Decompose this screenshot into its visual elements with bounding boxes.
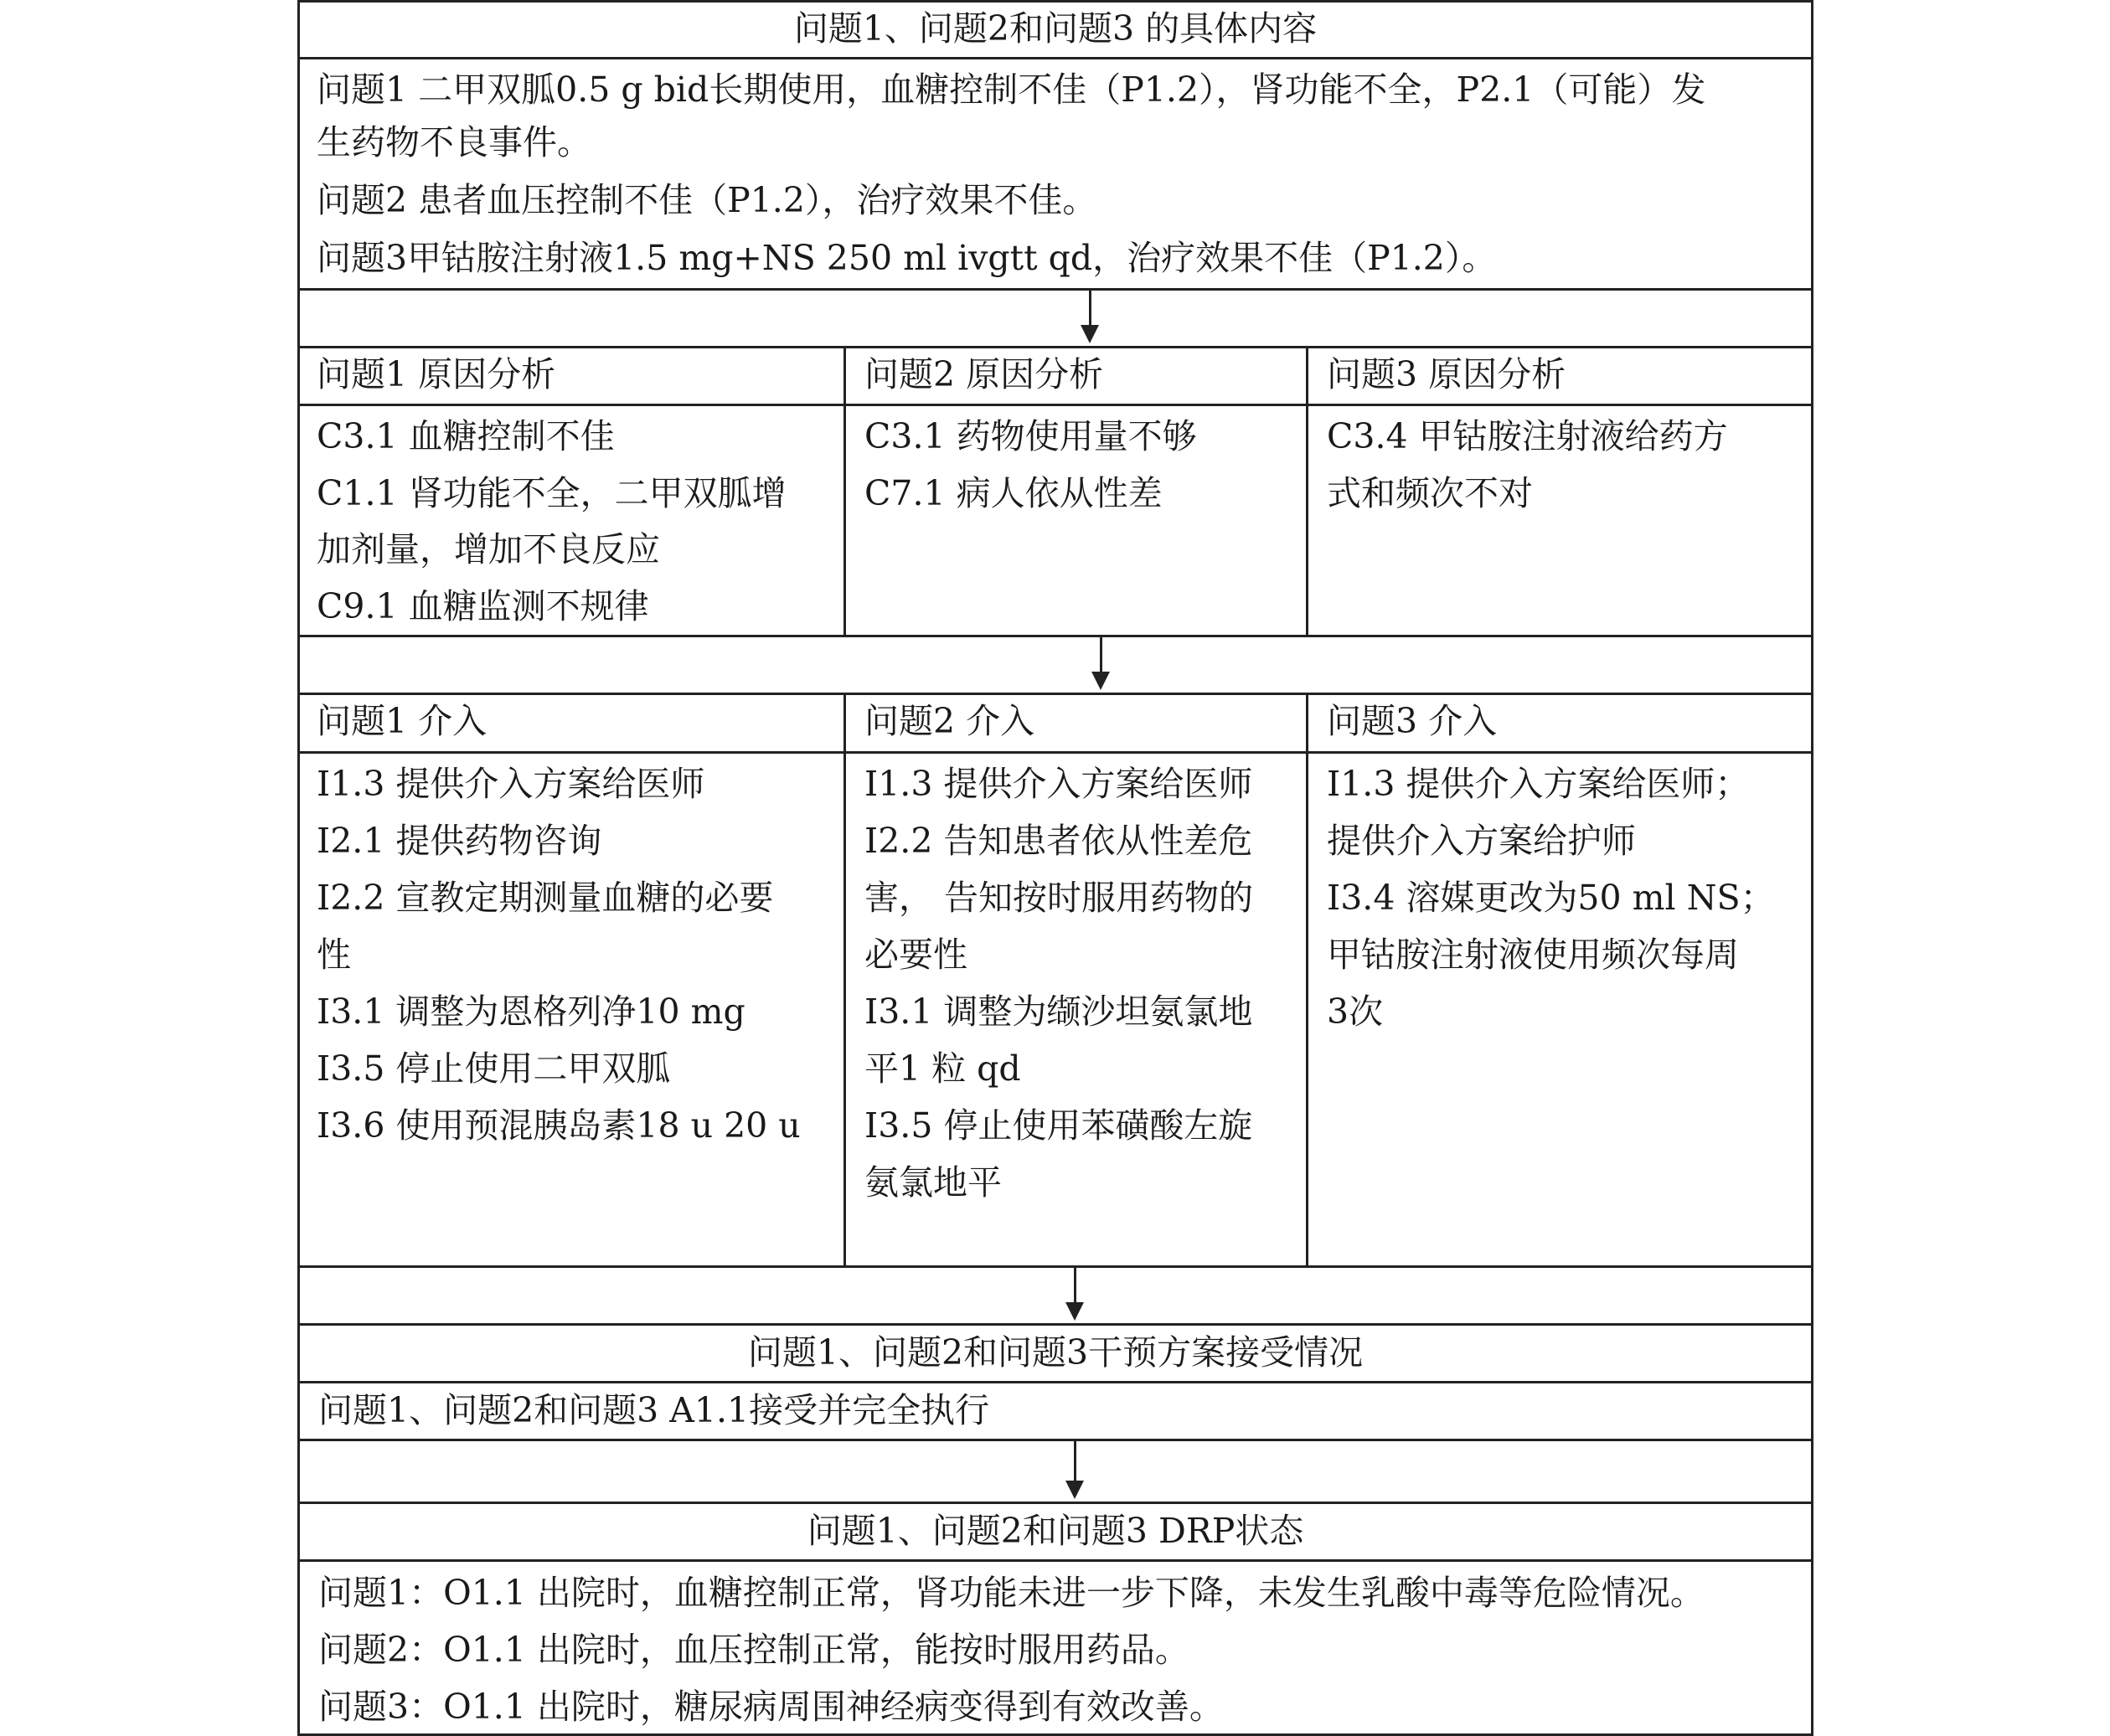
intervention-item: I3.5 停止使用苯磺酸左旋 — [864, 1105, 1253, 1146]
problem-content-line: 生药物不良事件。 — [317, 122, 591, 162]
intervention-header-2: 问题2 介入 — [864, 701, 1035, 741]
intervention-item: I3.6 使用预混胰岛素18 u 20 u — [317, 1105, 801, 1146]
rule — [297, 404, 1813, 406]
rule — [297, 288, 1813, 291]
intervention-header-3: 问题3 介入 — [1327, 701, 1498, 741]
intervention-item: 甲钴胺注射液使用频次每周 — [1327, 935, 1739, 975]
cause-item: C7.1 病人依从性差 — [864, 473, 1163, 513]
problem-content-line: 问题2 患者血压控制不佳（P1.2），治疗效果不佳。 — [317, 180, 1097, 220]
intervention-item: 害， 告知按时服用药物的 — [864, 878, 1254, 918]
cause-header-1: 问题1 原因分析 — [317, 354, 556, 394]
drp-status-header: 问题1、问题2和问题3 DRP状态 — [807, 1511, 1304, 1551]
rule — [297, 57, 1813, 59]
cause-item: 式和频次不对 — [1327, 473, 1533, 513]
rule — [297, 1559, 1813, 1562]
rule — [297, 1265, 1813, 1268]
intervention-item: I3.1 调整为缬沙坦氨氯地 — [864, 992, 1253, 1032]
rule — [297, 693, 1813, 695]
intervention-item: I3.5 停止使用二甲双胍 — [317, 1048, 671, 1089]
cause-item: C1.1 肾功能不全，二甲双胍增 — [317, 473, 787, 513]
intervention-item: I1.3 提供介入方案给医师 — [864, 764, 1253, 804]
intervention-item: 氨氯地平 — [864, 1162, 1002, 1203]
acceptance-header: 问题1、问题2和问题3干预方案接受情况 — [747, 1332, 1364, 1373]
rule — [297, 635, 1813, 637]
rule — [297, 751, 1813, 754]
rule — [297, 1439, 1813, 1441]
column-divider — [1306, 346, 1308, 636]
down-arrow-icon — [1074, 1267, 1076, 1317]
problem-content-line: 问题3甲钴胺注射液1.5 mg+NS 250 ml ivgtt qd，治疗效果不佳（P1.2）。 — [317, 238, 1497, 278]
down-arrow-icon — [1074, 1440, 1076, 1496]
intervention-item: 平1 粒 qd — [864, 1048, 1021, 1089]
intervention-item: 3次 — [1327, 992, 1384, 1032]
column-divider — [843, 346, 846, 636]
acceptance-line: 问题1、问题2和问题3 A1.1接受并完全执行 — [318, 1390, 990, 1430]
intervention-item: I3.4 溶媒更改为50 ml NS； — [1327, 878, 1775, 918]
intervention-item: I2.1 提供药物咨询 — [317, 821, 602, 861]
down-arrow-icon — [1089, 290, 1091, 340]
intervention-item: 提供介入方案给护师 — [1327, 821, 1636, 861]
cause-item: C9.1 血糖监测不规律 — [317, 586, 649, 626]
intervention-item: 必要性 — [864, 935, 967, 975]
problem-content-line: 问题1 二甲双胍0.5 g bid长期使用，血糖控制不佳（P1.2），肾功能不全，P2.1（可能）发 — [317, 70, 1706, 110]
problem-content-header: 问题1、问题2和问题3 的具体内容 — [793, 8, 1318, 49]
intervention-header-1: 问题1 介入 — [317, 701, 488, 741]
cause-item: C3.1 药物使用量不够 — [864, 416, 1197, 456]
column-divider — [1306, 693, 1308, 1267]
cause-item: 加剂量，增加不良反应 — [317, 529, 660, 569]
drp-status-line: 问题1：O1.1 出院时，血糖控制正常，肾功能未进一步下降，未发生乳酸中毒等危险情况。 — [318, 1573, 1705, 1613]
column-divider — [843, 693, 846, 1267]
intervention-item: I2.2 宣教定期测量血糖的必要 — [317, 878, 774, 918]
down-arrow-icon — [1100, 636, 1102, 687]
drp-status-line: 问题3：O1.1 出院时，糖尿病周围神经病变得到有效改善。 — [318, 1687, 1224, 1727]
drp-status-line: 问题2：O1.1 出院时，血压控制正常，能按时服用药品。 — [318, 1630, 1189, 1670]
cause-item: C3.4 甲钴胺注射液给药方 — [1327, 416, 1728, 456]
intervention-item: I3.1 调整为恩格列净10 mg — [317, 992, 745, 1032]
intervention-item: I1.3 提供介入方案给医师 — [317, 764, 705, 804]
cause-header-2: 问题2 原因分析 — [864, 354, 1104, 394]
cause-item: C3.1 血糖控制不佳 — [317, 416, 615, 456]
cause-header-3: 问题3 原因分析 — [1327, 354, 1566, 394]
intervention-item: I2.2 告知患者依从性差危 — [864, 821, 1253, 861]
intervention-item: 性 — [317, 935, 351, 975]
intervention-item: I1.3 提供介入方案给医师； — [1327, 764, 1750, 804]
